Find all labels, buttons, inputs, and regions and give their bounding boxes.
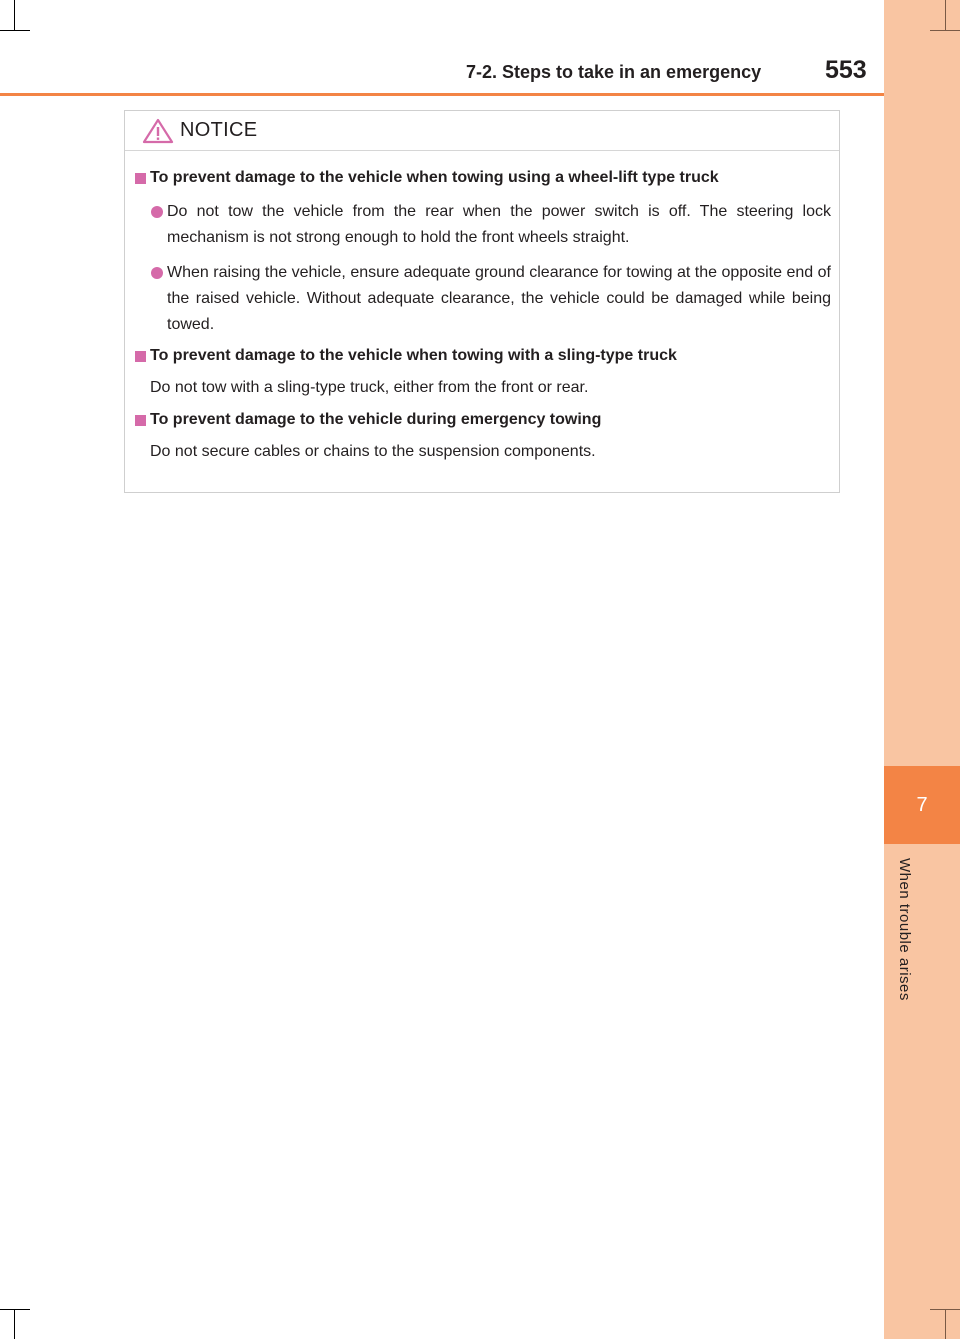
crop-mark [945,0,946,30]
section-heading-text: To prevent damage to the vehicle during emergency towing [150,411,602,428]
section-title: 7-2. Steps to take in an emergency [466,62,762,82]
list-item [151,199,831,251]
section-heading-text: To prevent damage to the vehicle when towing with a sling-type truck [150,347,677,364]
square-bullet-icon [135,351,146,362]
section-text: Do not secure cables or chains to the suspension components. [150,443,596,460]
section-heading-text: To prevent damage to the vehicle when towing using a wheel-lift type truck [150,169,719,186]
side-tab-strip [884,0,960,1339]
section-heading [135,169,831,187]
page-number: 553 [825,56,867,84]
crop-mark [930,30,960,31]
list-item [151,260,831,338]
chapter-title: When trouble arises [896,858,913,1001]
notice-body [125,151,839,465]
crop-mark [14,0,15,30]
section-heading [135,347,831,365]
crop-mark [930,1309,960,1310]
section-heading [135,411,831,429]
notice-header [125,111,839,151]
chapter-number-tab[interactable] [884,766,960,844]
list-item-text: When raising the vehicle, ensure adequate ground clearance for towing at the opposite end of the raised vehicle. Without adequate clearance, the vehicle could be damaged while being towed. [167,264,831,333]
square-bullet-icon [135,415,146,426]
notice-title: NOTICE [180,119,258,141]
chapter-number: 7 [916,793,928,816]
crop-mark [0,1309,30,1310]
warning-triangle-icon [142,118,174,144]
section-text: Do not tow with a sling-type truck, either from the front or rear. [150,379,589,396]
crop-mark [945,1309,946,1339]
square-bullet-icon [135,173,146,184]
circle-bullet-icon [151,206,163,218]
notice-box [124,110,840,493]
circle-bullet-icon [151,267,163,279]
header-rule [0,93,884,96]
crop-mark [14,1309,15,1339]
crop-mark [0,30,30,31]
list-item-text: Do not tow the vehicle from the rear when the power switch is off. The steering lock mechanism is not strong enough to hold the front wheels straight. [167,203,831,246]
